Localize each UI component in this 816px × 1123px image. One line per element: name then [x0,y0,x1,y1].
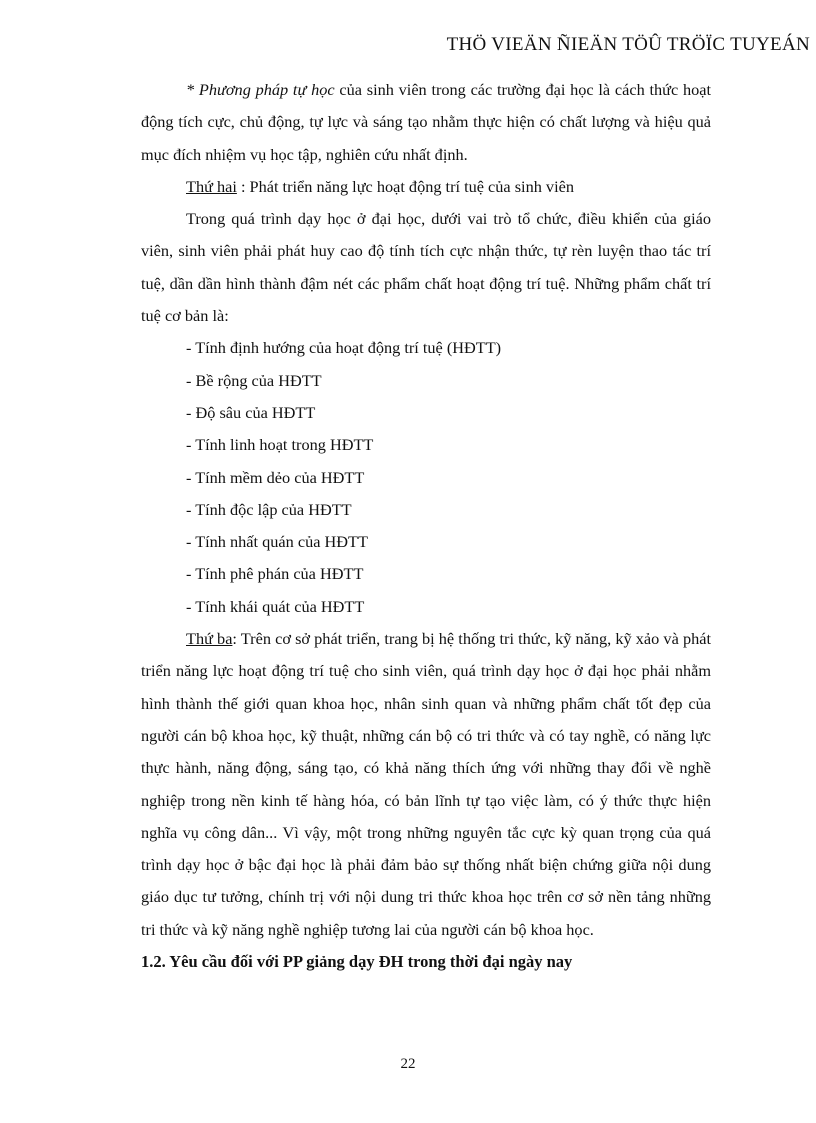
paragraph-second [141,171,711,203]
paragraph-third [141,623,711,946]
paragraph-self-study [141,74,711,171]
list-item: - Tính linh hoạt trong HĐTT [186,435,374,455]
list-item: - Tính nhất quán của HĐTT [186,532,368,552]
section-heading: 1.2. Yêu cầu đối với PP giảng dạy ĐH trong thời đại ngày nay [141,952,573,972]
second-text: : Phát triển năng lực hoạt động trí tuệ của sinh viên [236,176,574,196]
list-item: - Tính độc lập của HĐTT [186,499,352,519]
qualities-list [141,332,711,623]
page-number: 22 [400,1056,416,1072]
self-study-definition: của sinh viên trong các trường đại học là cách thức hoạt động tích cực, chủ động, tự lực và sáng tạo nhằm thực hiện có chất lượng và hiệu quả mục đích nhiệm vụ học tập, nghiên cứu nhất định. [141,80,711,164]
list-item: - Bề rộng của HĐTT [186,370,322,390]
list-item: - Tính khái quát của HĐTT [186,596,365,616]
second-label: Thứ hai [186,176,237,196]
running-header: THÖ VIEÄN ÑIEÄN TÖÛ TRÖÏC TUYEÁN [446,34,810,55]
list-item: - Tính định hướng của hoạt động trí tuệ (HĐTT) [186,338,502,358]
list-item: - Tính mềm dẻo của HĐTT [186,467,365,487]
self-study-term: * Phương pháp tự học [186,80,335,99]
list-item: - Tính phê phán của HĐTT [186,564,364,584]
page-body [141,74,711,978]
paragraph-teaching-process: Trong quá trình dạy học ở đại học, dưới vai trò tổ chức, điều khiển của giáo viên, sinh viên phải phát huy cao độ tính tích cực nhận thức, tự rèn luyện thao tác trí tuệ, dần dần hình thành đậm nét các phẩm chất hoạt động trí tuệ. Những phẩm chất trí tuệ cơ bản là: [141,209,711,326]
list-item: - Độ sâu của HĐTT [186,402,316,422]
third-label: Thứ ba [186,629,233,649]
third-text: : Trên cơ sở phát triển, trang bị hệ thống tri thức, kỹ năng, kỹ xảo và phát triển năng lực hoạt động trí tuệ cho sinh viên, quá trình dạy học ở đại học phải nhằm hình thành thế giới quan khoa học, nhân sinh quan và những phẩm chất tốt đẹp của người cán bộ khoa học, kỹ thuật, những cán bộ có tri thức và có tay nghề, có năng lực thực hành, năng động, sáng tạo, có khả năng thích ứng với những thay đổi về nghề nghiệp trong nền kinh tế hàng hóa, có bản lĩnh tự tạo việc làm, có ý thức thực hiện nghĩa vụ công dân... Vì vậy, một trong những nguyên tắc cực kỳ quan trọng của quá trình dạy học ở bậc đại học là phải đảm bảo sự thống nhất biện chứng giữa nội dung giáo dục tư tưởng, chính trị với nội dung tri thức khoa học trên cơ sở nền tảng những tri thức và kỹ năng nghề nghiệp tương lai của người cán bộ khoa học. [141,629,711,939]
